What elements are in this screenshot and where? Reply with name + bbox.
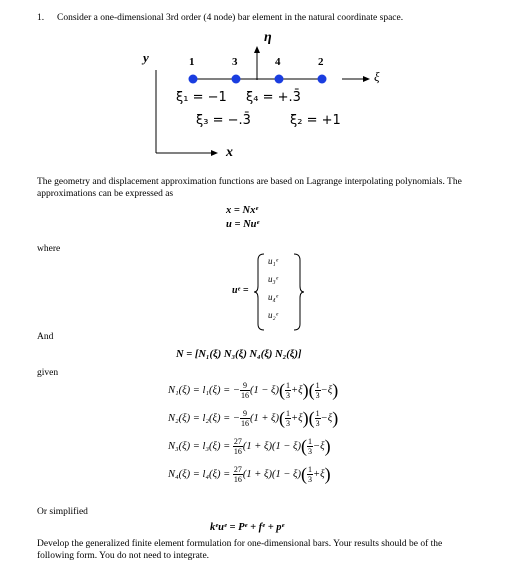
given-label: given — [37, 368, 59, 378]
N2-lhs: N₂(ξ) = l₂(ξ) = − — [168, 412, 240, 424]
shape-function-N3: N₃(ξ) = l₃(ξ) = $\frac{27}{16}$ (1 + ξ)(1 − ξ)( $\frac{1}{3}$ −ξ) — [168, 436, 331, 456]
node-1 — [189, 75, 198, 84]
x-label: x — [226, 145, 233, 160]
node-label-1: 1 — [189, 56, 195, 68]
eq-x: x = Nxᵉ — [226, 205, 259, 216]
eta-label: η — [264, 30, 272, 45]
node-label-2: 2 — [318, 56, 324, 68]
shape-function-N1: N₁(ξ) = l₁(ξ) = − $\frac{9}{16}$ (1 − ξ)( $\frac{1}{3}$ +ξ)( $\frac{1}{3}$ −ξ) — [168, 380, 339, 400]
problem-statement-text: Consider a one-dimensional 3rd order (4 node) bar element in the natural coordinate space. — [57, 13, 404, 23]
coord-xi3: ξ₃ = −.3̄ — [196, 113, 251, 128]
node-label-4: 4 — [275, 56, 281, 68]
N4-coef: $\frac{27}{16}$ — [233, 465, 242, 484]
N4-lhs: N₄(ξ) = l₄(ξ) = — [168, 468, 233, 480]
ue-brace — [254, 252, 304, 332]
shape-function-N4: N₄(ξ) = l₄(ξ) = $\frac{27}{16}$ (1 + ξ)(1 − ξ)( $\frac{1}{3}$ +ξ) — [168, 464, 331, 484]
shape-functions — [168, 380, 448, 500]
N2-coef: $\frac{9}{16}$ — [240, 409, 249, 428]
where-label: where — [37, 244, 61, 254]
element-diagram — [0, 0, 507, 175]
ue-vector — [232, 252, 302, 332]
N1-coef: $\frac{9}{16}$ — [240, 381, 249, 400]
and-label: And — [37, 332, 54, 342]
x-arrowhead — [211, 150, 218, 156]
or-simplified-label: Or simplified — [37, 507, 88, 517]
ue-entry-4: u₄ᵉ — [268, 292, 278, 302]
problem-number: 1. — [37, 13, 45, 23]
N1-rest: (1 − ξ) — [249, 384, 280, 396]
ue-entry-2: u₂ᵉ — [268, 310, 278, 320]
shape-function-N2: N₂(ξ) = l₂(ξ) = − $\frac{9}{16}$ (1 + ξ)( $\frac{1}{3}$ +ξ)( $\frac{1}{3}$ −ξ) — [168, 408, 339, 428]
xi-arrowhead — [363, 76, 370, 82]
coord-xi2: ξ₂ = +1 — [290, 113, 341, 128]
N-definition: N = [N₁(ξ) N₃(ξ) N₄(ξ) N₂(ξ)] — [176, 349, 302, 360]
final-equation: kᵉuᵉ = Pᵉ + fᵉ + pᵉ — [210, 522, 285, 533]
xi-label: ξ — [374, 69, 380, 84]
ue-entry-1: u₁ᵉ — [268, 256, 278, 266]
N2-rest: (1 + ξ) — [249, 412, 280, 424]
N4-rest: (1 + ξ)(1 − ξ) — [242, 468, 302, 480]
N3-coef: $\frac{27}{16}$ — [233, 437, 242, 456]
eta-arrowhead — [254, 46, 260, 53]
ue-label: uᵉ = — [232, 285, 249, 296]
node-2 — [318, 75, 327, 84]
closing-paragraph: Develop the generalized finite element formulation for one-dimensional bars. Your results should be of the following form. You do not need to integrate. — [37, 539, 443, 561]
N3-rest: (1 + ξ)(1 − ξ) — [242, 440, 302, 452]
eq-u: u = Nuᵉ — [226, 219, 260, 230]
y-label: y — [143, 50, 149, 65]
N3-lhs: N₃(ξ) = l₃(ξ) = — [168, 440, 233, 452]
coord-xi1: ξ₁ = −1 — [176, 90, 227, 105]
diagram-svg — [0, 0, 507, 175]
coord-xi4: ξ₄ = +.3̄ — [246, 90, 301, 105]
node-4 — [275, 75, 284, 84]
node-label-3: 3 — [232, 56, 238, 68]
N1-lhs: N₁(ξ) = l₁(ξ) = − — [168, 384, 240, 396]
ue-entry-3: u₃ᵉ — [268, 274, 278, 284]
node-3 — [232, 75, 241, 84]
intro-paragraph: The geometry and displacement approximation functions are based on Lagrange interpolating polynomials. The approximations can be expressed as — [37, 177, 462, 199]
